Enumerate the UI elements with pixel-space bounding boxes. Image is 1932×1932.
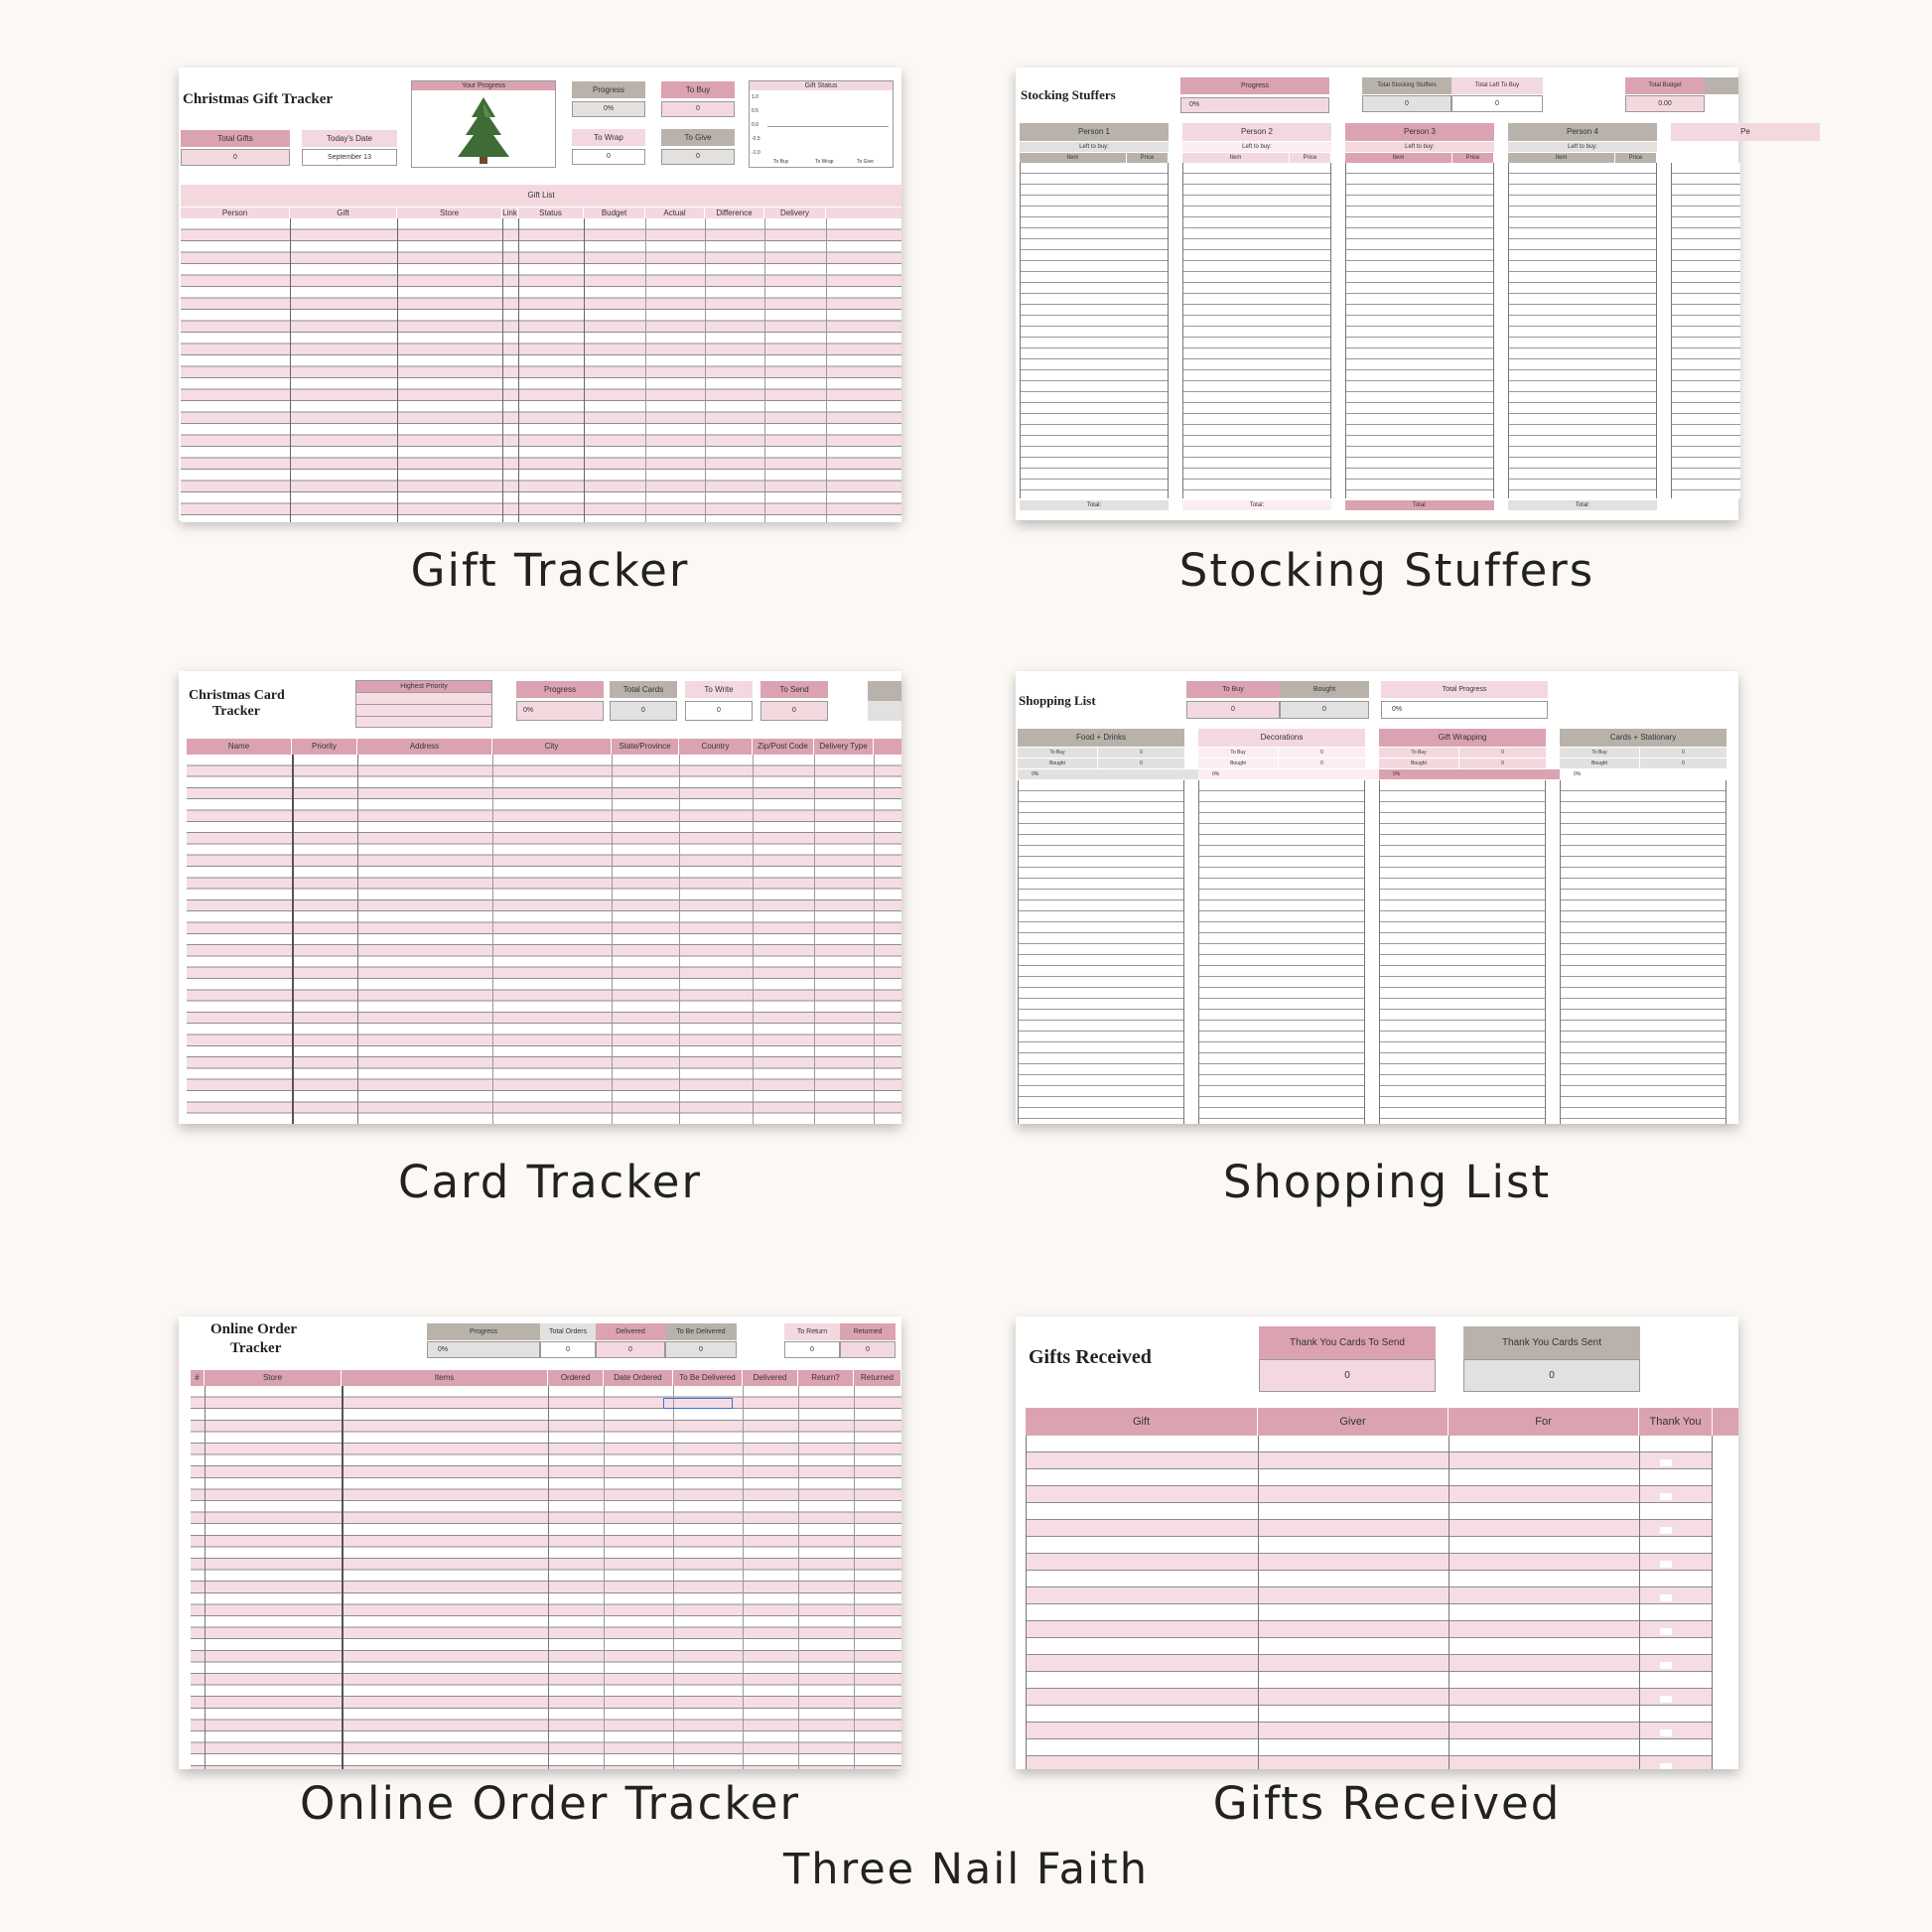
item-rows <box>1182 163 1331 498</box>
person-name: Person 2 <box>1182 123 1331 141</box>
returned-value: 0 <box>840 1341 896 1358</box>
left-to-buy-label: Left to buy: <box>1345 142 1494 152</box>
todays-date-value: September 13 <box>302 149 397 166</box>
progress-label: Progress <box>427 1323 540 1340</box>
left-to-buy-label: Left to buy: <box>1020 142 1169 152</box>
your-progress-box <box>411 80 556 168</box>
total-gifts-label: Total Gifts <box>181 130 290 147</box>
column-header: Items <box>342 1370 548 1386</box>
column-header <box>1182 153 1331 163</box>
total-left-label: Total Left To Buy <box>1451 77 1543 94</box>
column-header: Delivery Type <box>814 739 874 755</box>
column-header: Return? <box>798 1370 854 1386</box>
caption: Stocking Stuffers <box>1178 544 1595 597</box>
item-label: Item <box>1020 153 1127 163</box>
tick-label: 0.0 <box>752 122 759 128</box>
to-buy-value: 0 <box>661 101 735 117</box>
person-column <box>1345 123 1494 520</box>
to-write-value: 0 <box>685 701 753 721</box>
column-header: Delivery <box>764 207 826 218</box>
column-header: Priority <box>292 739 357 755</box>
left-to-buy-label: Left to buy: <box>1508 142 1657 152</box>
to-buy-label: To Buy <box>1186 681 1280 698</box>
tick-label: 1.0 <box>752 94 759 100</box>
overflow-block <box>868 701 901 721</box>
budget-overflow <box>1705 77 1738 94</box>
total-cards-label: Total Cards <box>610 681 677 698</box>
item-rows <box>1020 163 1169 498</box>
overflow-block <box>868 681 901 701</box>
highest-priority-label: Highest Priority <box>356 681 491 692</box>
category-column <box>1018 729 1184 1124</box>
column-header: Actual <box>645 207 705 218</box>
total-budget-label: Total Budget <box>1625 77 1705 94</box>
column-header: Date Ordered <box>604 1370 673 1386</box>
page-title: Gifts Received <box>1029 1346 1152 1368</box>
item-label: Item <box>1508 153 1615 163</box>
sub-zero: 0 <box>1459 748 1546 758</box>
column-header: Store <box>397 207 502 218</box>
to-return-value: 0 <box>784 1341 840 1358</box>
column-header: Address <box>357 739 492 755</box>
sub-to-buy: To Buy <box>1379 748 1458 758</box>
total-stocking-label: Total Stocking Stuffers <box>1362 77 1451 94</box>
price-label: Price <box>1127 153 1169 163</box>
sub-to-buy: To Buy <box>1198 748 1278 758</box>
total-row: Total: <box>1345 500 1494 510</box>
to-give-label: To Give <box>661 129 735 146</box>
column-header <box>1020 153 1169 163</box>
card-list-header <box>187 739 901 755</box>
sub-zero: 0 <box>1098 759 1184 768</box>
sub-bought: Bought <box>1560 759 1639 768</box>
category-column <box>1560 729 1726 1124</box>
delivered-value: 0 <box>596 1341 665 1358</box>
category-name: Decorations <box>1198 729 1365 747</box>
person-name: Person 3 <box>1345 123 1494 141</box>
category-label: To Give <box>857 159 874 165</box>
person-column <box>1020 123 1169 520</box>
gift-tracker-panel <box>179 68 901 520</box>
person-name: Person 4 <box>1508 123 1657 141</box>
item-rows <box>1345 163 1494 498</box>
sub-bought: Bought <box>1198 759 1278 768</box>
item-rows <box>1018 780 1184 1124</box>
person-column <box>1182 123 1331 520</box>
price-label: Price <box>1615 153 1657 163</box>
total-row: Total: <box>1182 500 1331 510</box>
left-to-buy-label: Left to buy: <box>1182 142 1331 152</box>
item-label: Item <box>1345 153 1452 163</box>
to-wrap-value: 0 <box>572 149 645 165</box>
column-dividers <box>181 218 901 522</box>
brand-name: Three Nail Faith <box>782 1845 1150 1894</box>
page-title-line2: Tracker <box>230 1340 282 1356</box>
caption: Gift Tracker <box>410 544 690 597</box>
tick-label: -0.5 <box>752 136 760 142</box>
gift-list-header <box>181 207 901 218</box>
column-header: Difference <box>705 207 764 218</box>
christmas-tree-icon <box>454 95 513 165</box>
person-column <box>1671 123 1750 520</box>
column-header: Budget <box>584 207 645 218</box>
to-wrap-label: To Wrap <box>572 129 645 146</box>
total-progress-label: Total Progress <box>1381 681 1548 698</box>
total-gifts-value: 0 <box>181 149 290 166</box>
to-send-label: To Send <box>760 681 828 698</box>
sub-zero: 0 <box>1459 759 1546 768</box>
column-header: Person <box>181 207 290 218</box>
total-orders-value: 0 <box>540 1341 596 1358</box>
selected-cell[interactable] <box>663 1398 733 1409</box>
column-header: Giver <box>1258 1408 1449 1436</box>
sub-pct: 0% <box>1198 769 1379 779</box>
to-buy-value: 0 <box>1186 701 1280 719</box>
to-write-label: To Write <box>685 681 753 698</box>
person-name: Pe <box>1671 123 1820 141</box>
progress-label: Progress <box>572 81 645 98</box>
column-header: Link <box>502 208 517 217</box>
gift-status-chart <box>749 80 894 168</box>
item-rows <box>1560 780 1726 1124</box>
sent-label: Thank You Cards Sent <box>1463 1326 1640 1359</box>
progress-value: 0% <box>572 101 645 117</box>
category-column <box>1379 729 1546 1124</box>
category-column <box>1198 729 1365 1124</box>
column-header: State/Province <box>612 739 679 755</box>
item-label: Item <box>1182 153 1290 163</box>
bought-value: 0 <box>1280 701 1369 719</box>
item-rows <box>1508 163 1657 498</box>
column-header: Status <box>518 207 584 218</box>
column-header: For <box>1449 1408 1639 1436</box>
category-name: Food + Drinks <box>1018 729 1184 747</box>
stocking-stuffers-panel <box>1016 68 1750 520</box>
sub-zero: 0 <box>1640 748 1726 758</box>
bought-label: Bought <box>1280 681 1369 698</box>
category-name: Gift Wrapping <box>1379 729 1546 747</box>
column-header: Gift <box>290 207 397 218</box>
gift-status-label: Gift Status <box>750 81 893 90</box>
price-label: Price <box>1290 153 1331 163</box>
caption: Shopping List <box>1222 1156 1552 1208</box>
order-list-header <box>191 1370 901 1386</box>
caption: Online Order Tracker <box>300 1777 800 1830</box>
to-be-delivered-label: To Be Delivered <box>665 1323 737 1340</box>
total-row: Total: <box>1508 500 1657 510</box>
column-header: Returned <box>854 1370 901 1386</box>
caption: Card Tracker <box>398 1156 702 1208</box>
total-progress-value: 0% <box>1381 701 1548 719</box>
card-tracker-panel <box>179 671 901 1124</box>
page-title: Shopping List <box>1019 693 1096 708</box>
sub-zero: 0 <box>1279 748 1365 758</box>
progress-label: Progress <box>1180 77 1329 94</box>
item-rows <box>1379 780 1546 1124</box>
to-give-value: 0 <box>661 149 735 165</box>
column-dividers <box>187 755 901 1124</box>
total-row: Total: <box>1020 500 1169 510</box>
gifts-received-panel <box>1016 1316 1738 1769</box>
item-rows <box>1671 163 1740 498</box>
column-header: Zip/Post Code <box>753 739 814 755</box>
column-dividers <box>1026 1436 1713 1769</box>
sub-to-buy: To Buy <box>1560 748 1639 758</box>
column-header: Name <box>187 739 292 755</box>
returned-label: Returned <box>840 1323 896 1340</box>
column-header: Thank You <box>1639 1408 1713 1436</box>
gift-list-title: Gift List <box>181 185 901 207</box>
page-title: Christmas Gift Tracker <box>183 91 334 107</box>
gift-received-header <box>1026 1408 1738 1436</box>
your-progress-label: Your Progress <box>412 81 555 90</box>
sent-value: 0 <box>1463 1359 1640 1392</box>
sub-zero: 0 <box>1098 748 1184 758</box>
sub-pct: 0% <box>1574 771 1582 777</box>
total-left-value: 0 <box>1451 95 1543 112</box>
column-dividers <box>191 1386 901 1769</box>
sub-zero: 0 <box>1279 759 1365 768</box>
to-send-value: 0 <box>1259 1359 1436 1392</box>
column-header: # <box>191 1370 205 1386</box>
page-title: Stocking Stuffers <box>1021 87 1116 102</box>
to-send-label: Thank You Cards To Send <box>1259 1326 1436 1359</box>
column-header: Store <box>205 1370 342 1386</box>
caption: Gifts Received <box>1212 1777 1562 1830</box>
total-cards-value: 0 <box>610 701 677 721</box>
column-header: To Be Delivered <box>673 1370 743 1386</box>
to-return-label: To Return <box>784 1323 840 1340</box>
to-send-value: 0 <box>760 701 828 721</box>
zero-line <box>767 126 889 127</box>
thank-you-checkboxes[interactable] <box>1660 1442 1672 1769</box>
category-name: Cards + Stationary <box>1560 729 1726 747</box>
to-be-delivered-value: 0 <box>665 1341 737 1358</box>
person-column <box>1508 123 1657 520</box>
to-buy-label: To Buy <box>661 81 735 98</box>
category-label: To Wrap <box>815 159 834 165</box>
total-stocking-value: 0 <box>1362 95 1451 112</box>
column-header: Ordered <box>548 1370 604 1386</box>
sub-zero: 0 <box>1640 759 1726 768</box>
column-header: Delivered <box>743 1370 798 1386</box>
total-orders-label: Total Orders <box>540 1323 596 1340</box>
progress-value: 0% <box>516 701 604 721</box>
highest-priority-box <box>355 680 492 728</box>
page-title-line1: Christmas Card <box>189 688 285 703</box>
sub-pct: 0% <box>1379 769 1560 779</box>
price-label: Price <box>1452 153 1494 163</box>
column-header: City <box>492 739 612 755</box>
progress-value: 0% <box>427 1341 540 1358</box>
sub-to-buy: To Buy <box>1018 748 1097 758</box>
page-title-line2: Tracker <box>212 704 260 719</box>
shopping-list-panel <box>1016 671 1738 1124</box>
sub-bought: Bought <box>1379 759 1458 768</box>
page-title-line1: Online Order <box>210 1321 298 1337</box>
total-budget-value: 0.00 <box>1625 95 1705 112</box>
todays-date-label: Today's Date <box>302 130 397 147</box>
progress-value: 0% <box>1180 97 1329 113</box>
progress-label: Progress <box>516 681 604 698</box>
tick-label: 0.5 <box>752 108 759 114</box>
column-header <box>1508 153 1657 163</box>
column-header <box>1345 153 1494 163</box>
item-rows <box>1198 780 1365 1124</box>
sub-pct: 0% <box>1018 769 1198 779</box>
column-header: Country <box>679 739 753 755</box>
column-header: Gift <box>1026 1408 1258 1436</box>
online-order-panel <box>179 1316 901 1769</box>
tick-label: -1.0 <box>752 150 760 156</box>
sub-bought: Bought <box>1018 759 1097 768</box>
person-name: Person 1 <box>1020 123 1169 141</box>
category-label: To Buy <box>773 159 789 165</box>
delivered-label: Delivered <box>596 1323 665 1340</box>
